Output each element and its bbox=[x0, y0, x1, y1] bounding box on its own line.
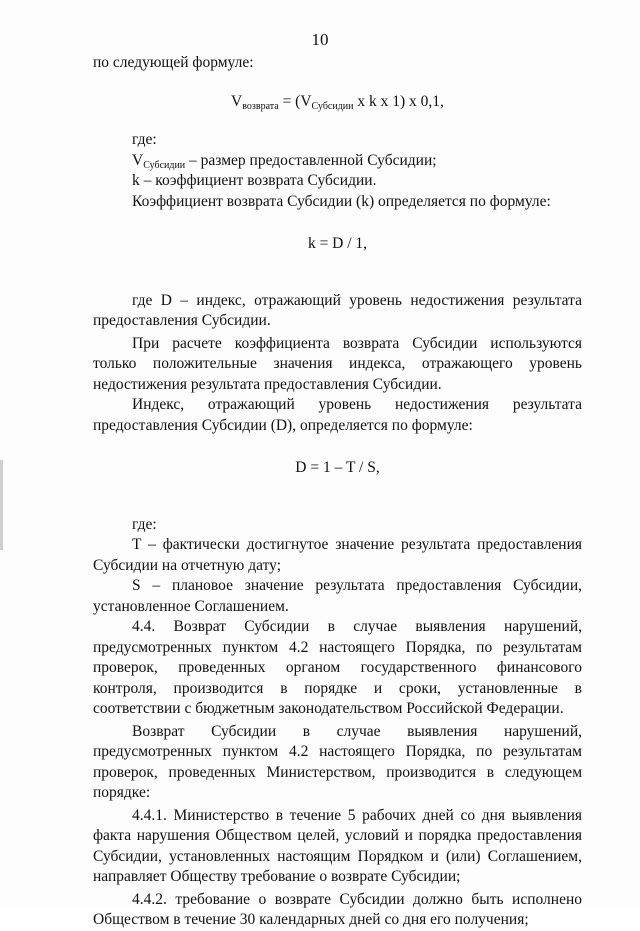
definition-v-symbol: V bbox=[132, 151, 144, 169]
where-label-2: где: bbox=[132, 515, 157, 533]
where-label-1: где: bbox=[132, 131, 157, 148]
definition-v-text: – размер предоставленной Субсидии; bbox=[185, 151, 437, 169]
formula-v-open: = (V bbox=[278, 92, 312, 110]
definition-d: где D – индекс, отражающий уровень недостижения результата предоставления Субсидии. bbox=[93, 291, 582, 329]
spacer bbox=[93, 277, 582, 291]
formula-v-subscript-subsidy: Субсидии bbox=[311, 100, 354, 112]
paragraph-index: Индекс, отражающий уровень недостижения результата предоставления Субсидии (D), определяется по формуле: bbox=[93, 396, 582, 434]
paragraph-return-order: Возврат Субсидии в случае выявления нарушений, предусмотренных пунктом 4.2 настоящего Порядка, по результатам проверок, проведенных Министерством, производится в следующем порядке: bbox=[93, 722, 582, 801]
definition-s: S – плановое значение результата предоставления Субсидии, установленное Соглашением. bbox=[93, 577, 582, 615]
document-body bbox=[93, 53, 582, 931]
paragraph-4-4-2: 4.4.2. требование о возврате Субсидии должно быть исполнено Обществом в течение 30 календарных дней со дня его получения; bbox=[93, 890, 582, 928]
formula-v-subscript-return: возврата bbox=[242, 100, 279, 112]
definition-t: T – фактически достигнутое значение результата предоставления Субсидии на отчетную дату; bbox=[93, 536, 582, 574]
spacer bbox=[93, 501, 582, 515]
intro-text: по следующей формуле: bbox=[93, 54, 254, 71]
definition-k: k – коэффициент возврата Субсидии. bbox=[132, 172, 377, 189]
paragraph-4-4: 4.4. Возврат Субсидии в случае выявления нарушений, предусмотренных пунктом 4.2 настоящего Порядка, по результатам проверок, проведенных органом государственного финансового контроля, производится в порядке и сроки, установленные в соответствии с бюджетным законодательством Российской Федерации. bbox=[93, 618, 582, 717]
formula-v-symbol: V bbox=[231, 92, 243, 110]
definition-v-subscript: Субсидии bbox=[143, 159, 186, 171]
paragraph-4-4-1: 4.4.1. Министерство в течение 5 рабочих дней со дня выявления факта нарушения Обществом целей, условий и порядка предоставления Субсидии, установленных настоящим Порядком и (или) Соглашением, направляет Обществу требование о возврате Субсидии; bbox=[93, 806, 582, 885]
definition-v bbox=[93, 151, 582, 172]
formula-v-return bbox=[93, 92, 582, 113]
page-number: 10 bbox=[311, 30, 329, 49]
formula-v-tail: x k x 1) x 0,1, bbox=[353, 92, 444, 110]
scan-edge-mark bbox=[0, 460, 3, 550]
k-intro-text: Коэффициент возврата Субсидии (k) определяется по формуле: bbox=[132, 192, 551, 210]
formula-k: k = D / 1, bbox=[307, 235, 368, 252]
paragraph-positive-values: При расчете коэффициента возврата Субсидии используются только положительные значения индекса, отражающего уровень недостижения результата предоставления Субсидии. bbox=[93, 334, 582, 393]
formula-d: D = 1 – T / S, bbox=[295, 459, 380, 476]
